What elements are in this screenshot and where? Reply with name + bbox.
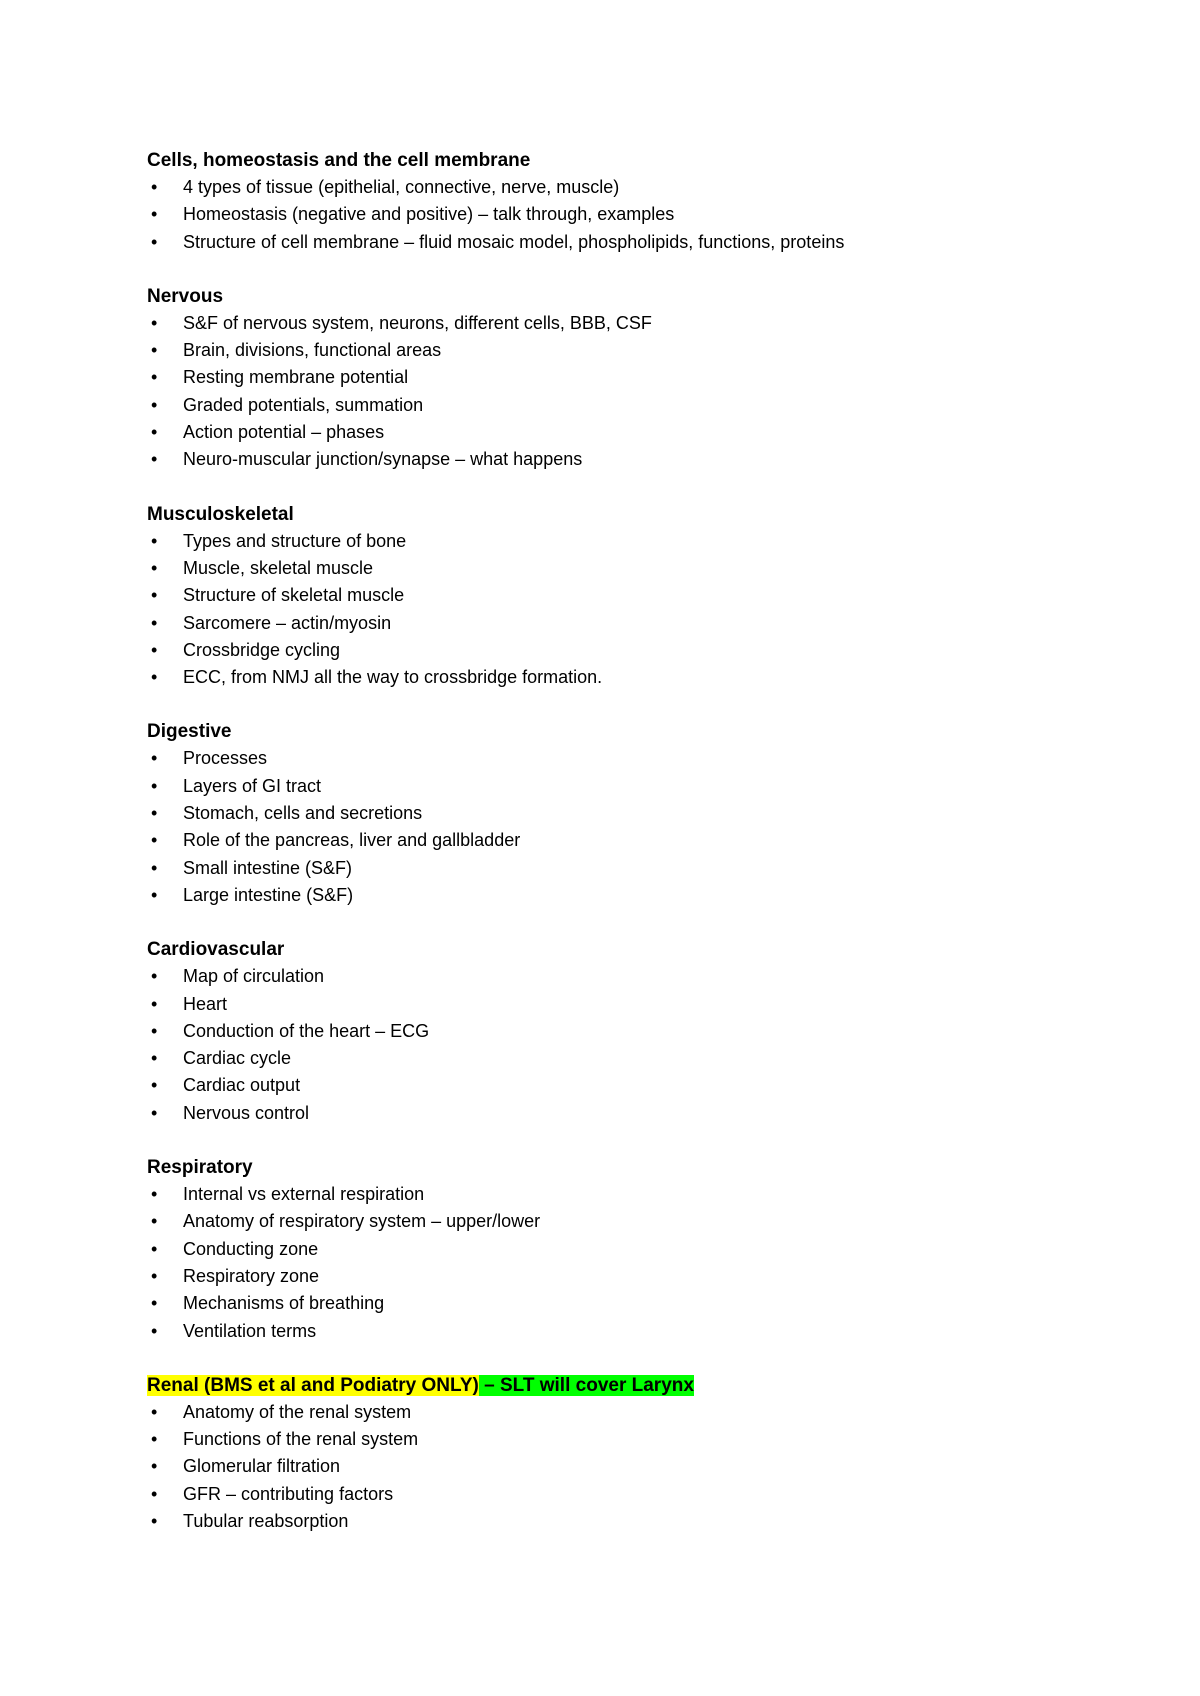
bullet-icon: • [151,1456,158,1477]
bullet-icon: • [151,1265,158,1286]
bullet-icon: • [151,1048,158,1069]
list-item-text: Graded potentials, summation [183,394,424,415]
list-item [147,855,1107,882]
list-item-text: Internal vs external respiration [183,1184,425,1205]
bullet-icon: • [151,803,158,824]
bullet-icon: • [151,1401,158,1422]
list-item [147,201,1107,228]
list-item-text: 4 types of tissue (epithelial, connective, nerve, muscle) [183,177,620,197]
bullet-icon: • [151,585,158,606]
bullet-icon: • [151,1184,158,1205]
list-item [147,800,1107,827]
section-nervous [147,283,1107,474]
list-item-text: Conduction of the heart – ECG [183,1020,430,1041]
list-item [147,1208,1107,1235]
list-item-text: Respiratory zone [183,1265,320,1286]
list-item [147,1263,1107,1290]
list-item-text: Layers of GI tract [183,775,322,796]
bullet-list [147,310,1107,474]
list-item [147,229,1107,256]
list-item-text: Muscle, skeletal muscle [183,557,374,578]
list-item [147,882,1107,909]
list-item-text: Anatomy of respiratory system – upper/lower [183,1211,541,1232]
bullet-list [147,963,1107,1127]
list-item [147,1318,1107,1345]
list-item [147,310,1107,337]
section-musculoskeletal [147,501,1107,692]
list-item [147,364,1107,391]
bullet-icon: • [151,1238,158,1259]
bullet-icon: • [151,667,158,688]
list-item-text: Nervous control [183,1102,310,1123]
list-item-text: Homeostasis (negative and positive) – talk through, examples [183,204,675,225]
bullet-list [147,1399,1107,1535]
bullet-icon: • [151,1429,158,1450]
bullet-list [147,174,1107,256]
bullet-icon: • [151,1293,158,1314]
list-item-text: ECC, from NMJ all the way to crossbridge formation. [183,667,603,688]
bullet-icon: • [151,612,158,633]
bullet-icon: • [151,231,158,252]
list-item [147,174,1107,201]
section-heading: Nervous [147,285,224,307]
list-item [147,963,1107,990]
bullet-icon: • [151,557,158,578]
list-item [147,1399,1107,1426]
list-item [147,1508,1107,1535]
list-item-text: Types and structure of bone [183,530,407,551]
section-digestive [147,718,1107,909]
bullet-icon: • [151,1211,158,1232]
bullet-icon: • [151,204,158,225]
list-item [147,773,1107,800]
list-item [147,446,1107,473]
list-item [147,1072,1107,1099]
section-heading: Cardiovascular [147,939,285,961]
list-item-text: Sarcomere – actin/myosin [183,612,392,633]
list-item [147,664,1107,691]
list-item [147,1481,1107,1508]
list-item-text: Map of circulation [183,966,325,987]
bullet-icon: • [151,1320,158,1341]
bullet-icon: • [151,830,158,851]
list-item [147,555,1107,582]
bullet-icon: • [151,177,158,197]
list-item [147,1453,1107,1480]
section-heading [147,1372,1107,1399]
document-content [147,147,1107,1562]
bullet-icon: • [151,1510,158,1531]
list-item [147,827,1107,854]
bullet-icon: • [151,1020,158,1041]
list-item-text: Neuro-muscular junction/synapse – what happens [183,449,583,470]
bullet-icon: • [151,1075,158,1096]
list-item-text: Glomerular filtration [183,1456,341,1477]
section-respiratory [147,1154,1107,1345]
bullet-icon: • [151,312,158,333]
bullet-icon: • [151,748,158,769]
list-item [147,1290,1107,1317]
bullet-icon: • [151,1483,158,1504]
list-item [147,528,1107,555]
bullet-icon: • [151,884,158,905]
list-item [147,610,1107,637]
section-heading: Musculoskeletal [147,503,294,525]
list-item-text: Cardiac cycle [183,1048,292,1069]
list-item-text: Action potential – phases [183,422,385,443]
list-item-text: Conducting zone [183,1238,319,1259]
list-item-text: Functions of the renal system [183,1429,419,1450]
highlighted-heading-part: Renal (BMS et al and Podiatry ONLY) [147,1374,479,1396]
bullet-icon: • [151,422,158,443]
bullet-list [147,1181,1107,1345]
list-item-text: Stomach, cells and secretions [183,803,423,824]
list-item-text: Crossbridge cycling [183,639,341,660]
section-cells [147,147,1107,256]
bullet-icon: • [151,367,158,388]
list-item [147,392,1107,419]
list-item-text: Structure of skeletal muscle [183,585,405,606]
list-item [147,1236,1107,1263]
list-item [147,337,1107,364]
list-item-text: Structure of cell membrane – fluid mosaic model, phospholipids, functions, proteins [183,231,845,252]
list-item-text: Large intestine (S&F) [183,884,354,905]
list-item-text: Small intestine (S&F) [183,857,353,878]
highlighted-heading-note: – SLT will cover Larynx [478,1374,694,1396]
list-item [147,1181,1107,1208]
section-heading: Digestive [147,721,232,743]
list-item-text: Tubular reabsorption [183,1510,349,1531]
list-item [147,1045,1107,1072]
bullet-icon: • [151,530,158,551]
list-item-text: Ventilation terms [183,1320,317,1341]
bullet-icon: • [151,394,158,415]
section-heading: Cells, homeostasis and the cell membrane [147,150,531,171]
bullet-icon: • [151,1102,158,1123]
list-item [147,991,1107,1018]
list-item [147,1100,1107,1127]
list-item [147,637,1107,664]
list-item-text: Brain, divisions, functional areas [183,340,442,361]
bullet-list [147,745,1107,909]
section-renal [147,1372,1107,1535]
list-item [147,1018,1107,1045]
bullet-icon: • [151,340,158,361]
bullet-icon: • [151,449,158,470]
bullet-icon: • [151,775,158,796]
list-item-text: Cardiac output [183,1075,301,1096]
bullet-icon: • [151,993,158,1014]
list-item-text: S&F of nervous system, neurons, different cells, BBB, CSF [183,312,652,333]
bullet-icon: • [151,639,158,660]
list-item-text: Mechanisms of breathing [183,1293,385,1314]
list-item-text: Heart [183,993,228,1014]
list-item [147,419,1107,446]
section-heading: Respiratory [147,1157,253,1179]
list-item [147,1426,1107,1453]
list-item-text: GFR – contributing factors [183,1483,394,1504]
section-cardiovascular [147,936,1107,1127]
list-item-text: Resting membrane potential [183,367,409,388]
bullet-list [147,528,1107,692]
list-item [147,582,1107,609]
bullet-icon: • [151,966,158,987]
list-item [147,745,1107,772]
list-item-text: Processes [183,748,268,769]
list-item-text: Role of the pancreas, liver and gallbladder [183,830,521,851]
list-item-text: Anatomy of the renal system [183,1401,412,1422]
bullet-icon: • [151,857,158,878]
